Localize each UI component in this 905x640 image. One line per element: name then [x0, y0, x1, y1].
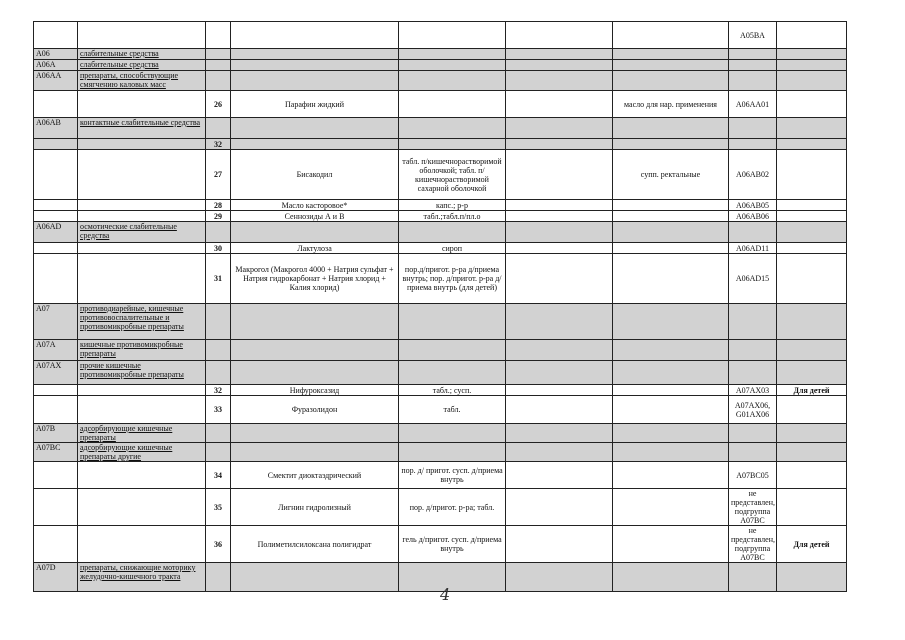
extra-cell — [506, 385, 613, 396]
extra-cell — [506, 200, 613, 211]
drug-row — [34, 489, 847, 526]
extra-cell — [506, 424, 613, 443]
dosage-form: капс.; р-р — [399, 200, 506, 211]
group-row — [34, 424, 847, 443]
drug-name: Лактулоза — [231, 243, 399, 254]
atc-group-code: A07BC — [34, 443, 78, 462]
atc-group-code: A06 — [34, 49, 78, 60]
drug-number: 34 — [206, 462, 231, 489]
note-cell — [777, 211, 847, 222]
atc-group-code — [34, 91, 78, 118]
drug-name — [231, 304, 399, 340]
dosage-form: табл. — [399, 396, 506, 424]
atc-group-code — [34, 526, 78, 563]
drug-name — [231, 361, 399, 385]
atc-group-name — [78, 462, 206, 489]
drug-number — [206, 222, 231, 243]
alternative-form — [613, 211, 729, 222]
drug-name — [231, 60, 399, 71]
dosage-form: табл.; сусп. — [399, 385, 506, 396]
note-cell — [777, 139, 847, 150]
drug-name: Нифуроксазид — [231, 385, 399, 396]
atc-code: A06AB06 — [729, 211, 777, 222]
alternative-form — [613, 60, 729, 71]
dosage-form: сироп — [399, 243, 506, 254]
atc-group-code — [34, 254, 78, 304]
atc-group-name — [78, 139, 206, 150]
atc-group-name: слабительные средства — [78, 49, 206, 60]
atc-group-code: A06AA — [34, 71, 78, 91]
note-cell — [777, 361, 847, 385]
note-cell — [777, 340, 847, 361]
drug-number: 35 — [206, 489, 231, 526]
atc-group-name — [78, 396, 206, 424]
drug-name — [231, 340, 399, 361]
atc-code — [729, 222, 777, 243]
extra-cell — [506, 211, 613, 222]
atc-group-name: кишечные противомикробные препараты — [78, 340, 206, 361]
atc-group-code: A07A — [34, 340, 78, 361]
drug-name: Лигнин гидролизный — [231, 489, 399, 526]
drug-name — [231, 118, 399, 139]
atc-group-name — [78, 243, 206, 254]
note-cell: Для детей — [777, 526, 847, 563]
note-cell — [777, 563, 847, 592]
drug-number: 30 — [206, 243, 231, 254]
dosage-form — [399, 71, 506, 91]
alternative-form — [613, 304, 729, 340]
drug-name: Парафин жидкий — [231, 91, 399, 118]
dosage-form: пор.д/пригот. р-ра д/приема внутрь; пор. д/пригот. р-ра д/приема внутрь (для детей) — [399, 254, 506, 304]
extra-cell — [506, 91, 613, 118]
alternative-form — [613, 200, 729, 211]
extra-cell — [506, 254, 613, 304]
drug-name: Масло касторовое* — [231, 200, 399, 211]
atc-group-name: прочие кишечные противомикробные препараты — [78, 361, 206, 385]
drug-name: Смектит диоктаэдрический — [231, 462, 399, 489]
atc-code: A06AB05 — [729, 200, 777, 211]
drug-number: 32 — [206, 385, 231, 396]
dosage-form — [399, 563, 506, 592]
drug-name — [231, 222, 399, 243]
atc-group-name: препараты, способствующие смягчению каловых масс — [78, 71, 206, 91]
atc-code: A06AA01 — [729, 91, 777, 118]
extra-cell — [506, 243, 613, 254]
alternative-form — [613, 361, 729, 385]
atc-code: A05BA — [729, 22, 777, 49]
note-cell — [777, 71, 847, 91]
atc-group-name — [78, 526, 206, 563]
alternative-form: супп. ректальные — [613, 150, 729, 200]
note-cell — [777, 243, 847, 254]
alternative-form — [613, 22, 729, 49]
atc-code — [729, 139, 777, 150]
alternative-form — [613, 340, 729, 361]
group-row — [34, 118, 847, 139]
atc-code: A06AB02 — [729, 150, 777, 200]
atc-group-code — [34, 200, 78, 211]
dosage-form — [399, 91, 506, 118]
extra-cell — [506, 526, 613, 563]
note-cell — [777, 462, 847, 489]
drug-row — [34, 22, 847, 49]
extra-cell — [506, 22, 613, 49]
extra-cell — [506, 361, 613, 385]
drug-name — [231, 563, 399, 592]
extra-cell — [506, 118, 613, 139]
atc-code: A07BC05 — [729, 462, 777, 489]
note-cell — [777, 396, 847, 424]
group-row — [34, 340, 847, 361]
atc-group-code: A07D — [34, 563, 78, 592]
atc-code: A06AD15 — [729, 254, 777, 304]
group-row — [34, 49, 847, 60]
alternative-form — [613, 243, 729, 254]
group-row — [34, 443, 847, 462]
alternative-form — [613, 49, 729, 60]
page-number: 4 — [440, 585, 451, 604]
atc-group-code — [34, 385, 78, 396]
extra-cell — [506, 222, 613, 243]
atc-group-code — [34, 139, 78, 150]
alternative-form — [613, 443, 729, 462]
dosage-form — [399, 340, 506, 361]
extra-cell — [506, 396, 613, 424]
drug-number — [206, 443, 231, 462]
atc-group-code — [34, 150, 78, 200]
atc-group-code — [34, 22, 78, 49]
alternative-form — [613, 222, 729, 243]
atc-code: не представлен, подгруппа A07BC — [729, 526, 777, 563]
atc-code — [729, 304, 777, 340]
drug-number: 27 — [206, 150, 231, 200]
atc-code — [729, 118, 777, 139]
drug-name — [231, 71, 399, 91]
drug-list-table — [33, 21, 847, 592]
atc-code — [729, 49, 777, 60]
group-row — [34, 361, 847, 385]
atc-group-name — [78, 22, 206, 49]
drug-name: Сеннозиды А и В — [231, 211, 399, 222]
group-row — [34, 60, 847, 71]
drug-name — [231, 443, 399, 462]
drug-number — [206, 340, 231, 361]
atc-code — [729, 361, 777, 385]
alternative-form — [613, 396, 729, 424]
dosage-form — [399, 361, 506, 385]
drug-number — [206, 118, 231, 139]
atc-group-name — [78, 254, 206, 304]
table-body — [34, 22, 847, 592]
atc-group-name — [78, 385, 206, 396]
group-row — [34, 71, 847, 91]
drug-row — [34, 150, 847, 200]
atc-group-code: A07AX — [34, 361, 78, 385]
drug-number: 29 — [206, 211, 231, 222]
atc-group-code — [34, 243, 78, 254]
drug-number: 36 — [206, 526, 231, 563]
drug-name — [231, 424, 399, 443]
atc-group-name: противодиарейные, кишечные противовоспалительные и противомикробные препараты — [78, 304, 206, 340]
drug-row — [34, 385, 847, 396]
atc-group-code — [34, 211, 78, 222]
group-row — [34, 222, 847, 243]
atc-code — [729, 71, 777, 91]
note-cell — [777, 150, 847, 200]
alternative-form — [613, 139, 729, 150]
group-row — [34, 139, 847, 150]
drug-row — [34, 91, 847, 118]
dosage-form — [399, 49, 506, 60]
note-cell: Для детей — [777, 385, 847, 396]
atc-group-name — [78, 150, 206, 200]
extra-cell — [506, 443, 613, 462]
atc-group-name — [78, 211, 206, 222]
atc-group-name — [78, 200, 206, 211]
drug-row — [34, 462, 847, 489]
dosage-form — [399, 60, 506, 71]
atc-group-name: адсорбирующие кишечные препараты — [78, 424, 206, 443]
atc-code — [729, 443, 777, 462]
note-cell — [777, 22, 847, 49]
extra-cell — [506, 462, 613, 489]
drug-number — [206, 71, 231, 91]
note-cell — [777, 443, 847, 462]
extra-cell — [506, 150, 613, 200]
note-cell — [777, 489, 847, 526]
drug-number — [206, 49, 231, 60]
alternative-form — [613, 563, 729, 592]
dosage-form — [399, 424, 506, 443]
dosage-form — [399, 304, 506, 340]
extra-cell — [506, 49, 613, 60]
atc-code: A07AX03 — [729, 385, 777, 396]
atc-group-code — [34, 489, 78, 526]
atc-group-name: препараты, снижающие моторику желудочно-кишечного тракта — [78, 563, 206, 592]
dosage-form: пор. д/пригот. р-ра; табл. — [399, 489, 506, 526]
dosage-form — [399, 139, 506, 150]
drug-name — [231, 139, 399, 150]
drug-name: Полиметилсилоксана полигидрат — [231, 526, 399, 563]
extra-cell — [506, 71, 613, 91]
atc-code: A07AX06, G01AX06 — [729, 396, 777, 424]
drug-number: 28 — [206, 200, 231, 211]
alternative-form — [613, 489, 729, 526]
extra-cell — [506, 563, 613, 592]
drug-name: Фуразолидон — [231, 396, 399, 424]
drug-number — [206, 563, 231, 592]
dosage-form: гель д/пригот. сусп. д/приема внутрь — [399, 526, 506, 563]
drug-row — [34, 211, 847, 222]
atc-group-name — [78, 489, 206, 526]
drug-name: Бисакодил — [231, 150, 399, 200]
drug-row — [34, 200, 847, 211]
atc-group-code: A06AB — [34, 118, 78, 139]
drug-number — [206, 424, 231, 443]
drug-name: Макрогол (Макрогол 4000 + Натрия сульфат + Натрия гидрокарбонат + Натрия хлорид + Калия хлорид) — [231, 254, 399, 304]
alternative-form: масло для нар. применения — [613, 91, 729, 118]
drug-row — [34, 526, 847, 563]
note-cell — [777, 200, 847, 211]
note-cell — [777, 60, 847, 71]
drug-name — [231, 22, 399, 49]
note-cell — [777, 91, 847, 118]
dosage-form — [399, 443, 506, 462]
drug-row — [34, 396, 847, 424]
atc-code — [729, 340, 777, 361]
note-cell — [777, 304, 847, 340]
note-cell — [777, 118, 847, 139]
drug-number — [206, 361, 231, 385]
atc-group-name: контактные слабительные средства — [78, 118, 206, 139]
alternative-form — [613, 462, 729, 489]
alternative-form — [613, 254, 729, 304]
drug-row — [34, 254, 847, 304]
alternative-form — [613, 385, 729, 396]
atc-group-code: A06AD — [34, 222, 78, 243]
drug-name — [231, 49, 399, 60]
atc-code — [729, 60, 777, 71]
atc-group-name: осмотические слабительные средства — [78, 222, 206, 243]
drug-number: 26 — [206, 91, 231, 118]
dosage-form — [399, 22, 506, 49]
note-cell — [777, 49, 847, 60]
atc-code — [729, 424, 777, 443]
extra-cell — [506, 60, 613, 71]
extra-cell — [506, 489, 613, 526]
atc-group-name: адсорбирующие кишечные препараты другие — [78, 443, 206, 462]
extra-cell — [506, 139, 613, 150]
drug-number: 32 — [206, 139, 231, 150]
atc-group-code — [34, 462, 78, 489]
drug-number: 33 — [206, 396, 231, 424]
dosage-form: табл. п/кишечнорастворимой оболочкой; табл. п/кишечнорастворимой сахарной оболочкой — [399, 150, 506, 200]
dosage-form: табл.;табл.п/пл.о — [399, 211, 506, 222]
drug-number — [206, 22, 231, 49]
alternative-form — [613, 424, 729, 443]
atc-group-name — [78, 91, 206, 118]
note-cell — [777, 424, 847, 443]
atc-group-code: A07B — [34, 424, 78, 443]
drug-row — [34, 243, 847, 254]
atc-group-name: слабительные средства — [78, 60, 206, 71]
alternative-form — [613, 118, 729, 139]
extra-cell — [506, 304, 613, 340]
drug-number — [206, 60, 231, 71]
note-cell — [777, 254, 847, 304]
drug-number — [206, 304, 231, 340]
atc-code — [729, 563, 777, 592]
atc-group-code: A06A — [34, 60, 78, 71]
group-row — [34, 304, 847, 340]
atc-group-code — [34, 396, 78, 424]
atc-code: A06AD11 — [729, 243, 777, 254]
dosage-form — [399, 118, 506, 139]
atc-code: не представлен, подгруппа A07BC — [729, 489, 777, 526]
dosage-form: пор. д/ пригот. сусп. д/приема внутрь — [399, 462, 506, 489]
extra-cell — [506, 340, 613, 361]
alternative-form — [613, 526, 729, 563]
dosage-form — [399, 222, 506, 243]
drug-number: 31 — [206, 254, 231, 304]
alternative-form — [613, 71, 729, 91]
atc-group-code: A07 — [34, 304, 78, 340]
note-cell — [777, 222, 847, 243]
